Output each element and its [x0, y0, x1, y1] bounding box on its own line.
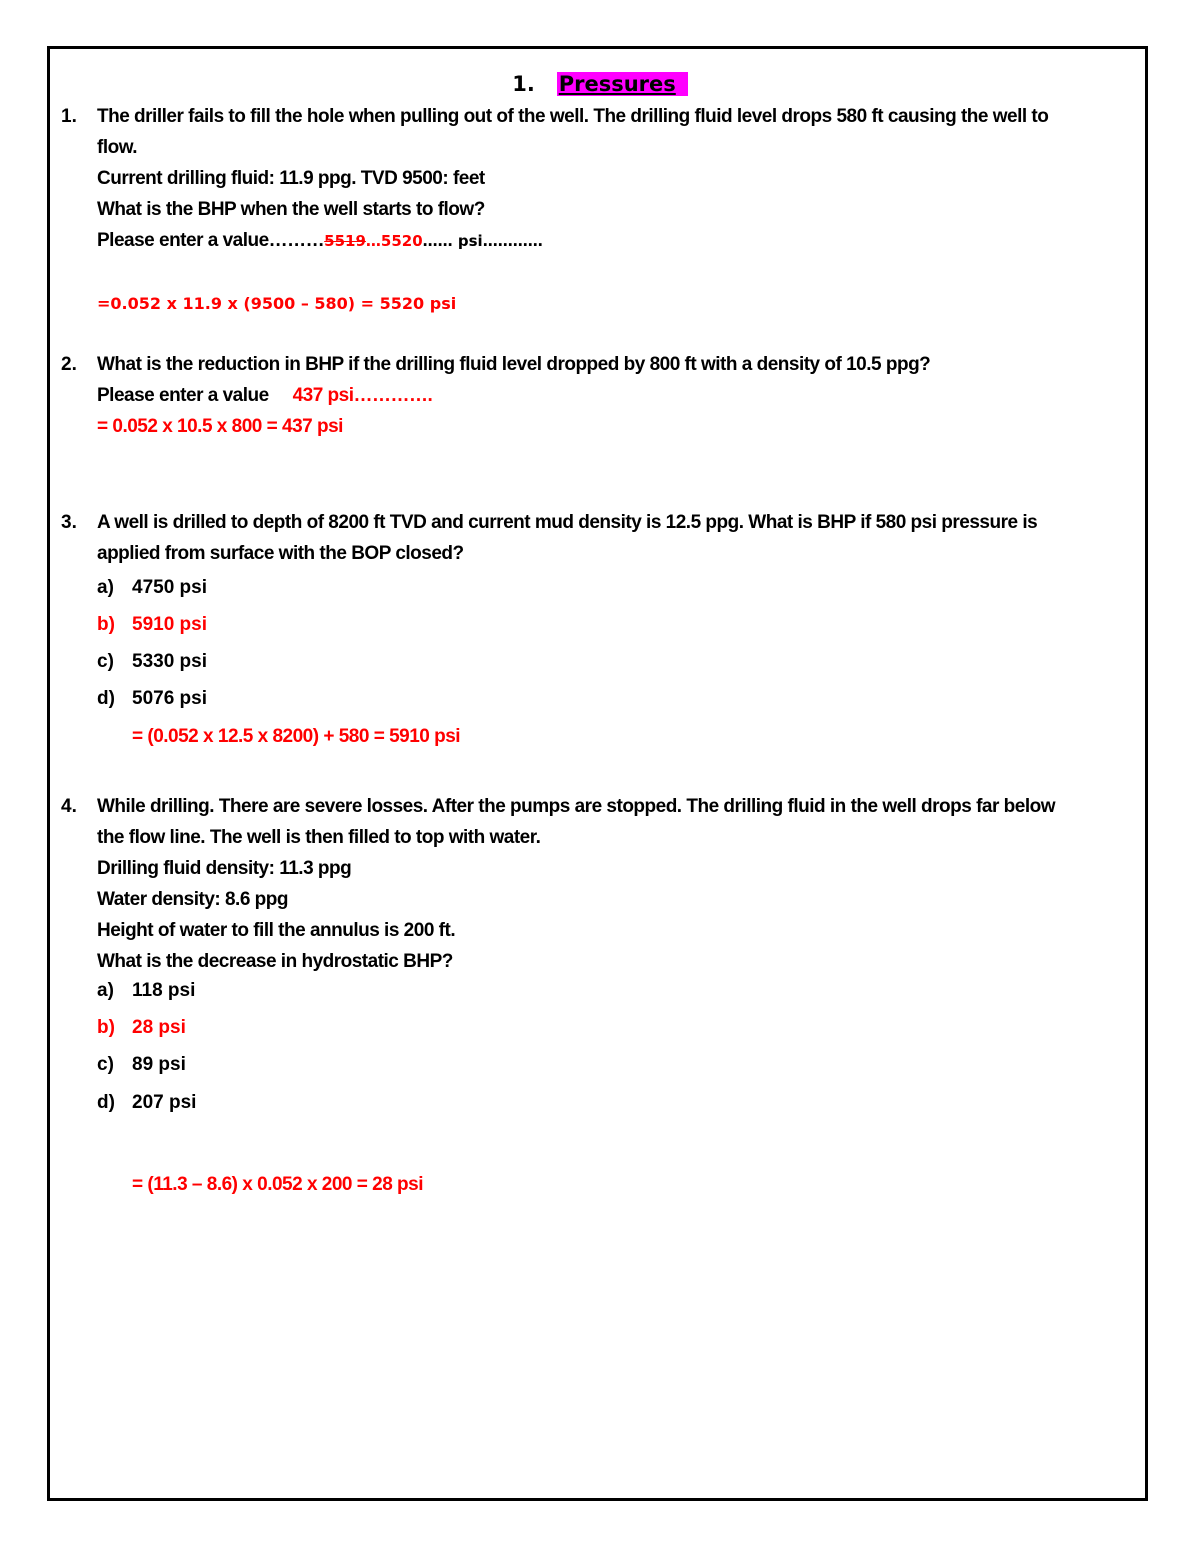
q3-number: 3. [61, 512, 77, 533]
q3-option-a: a) 4750 psi [97, 577, 207, 598]
q4-line2: the flow line. The well is then filled to top with water. [97, 827, 541, 848]
q1-line4: What is the BHP when the well starts to flow? [97, 199, 485, 220]
q4-option-b: b) 28 psi [97, 1017, 186, 1038]
q4-option-c: c) 89 psi [97, 1054, 186, 1075]
q2-answer-line [97, 385, 432, 407]
q1-answer-struck: 5519 [324, 232, 366, 250]
q1-line3: Current drilling fluid: 11.9 ppg. TVD 9500: feet [97, 168, 485, 189]
page-border [47, 46, 1148, 1501]
q1-prompt: Please enter a value……… [97, 230, 325, 251]
q4-number: 4. [61, 796, 77, 817]
q4-option-a: a) 118 psi [97, 980, 196, 1001]
q4-working: = (11.3 – 8.6) x 0.052 x 200 = 28 psi [132, 1174, 424, 1195]
q4-option-d: d) 207 psi [97, 1092, 197, 1113]
q2-answer: 437 psi…………. [292, 385, 433, 406]
q2-prompt: Please enter a value [97, 385, 269, 406]
heading-text: Pressures [557, 72, 688, 96]
q1-number: 1. [61, 106, 77, 127]
q1-line1: The driller fails to fill the hole when pulling out of the well. The drilling fluid level drops 580 ft causing the well to [97, 106, 1049, 127]
q2-working: = 0.052 x 10.5 x 800 = 437 psi [97, 416, 343, 437]
q4-line6: What is the decrease in hydrostatic BHP? [97, 951, 453, 972]
q2-number: 2. [61, 354, 77, 375]
heading-number: 1. [512, 72, 535, 96]
q3-line1: A well is drilled to depth of 8200 ft TVD and current mud density is 12.5 ppg. What is BHP if 580 psi pressure is [97, 512, 1038, 533]
q4-line3: Drilling fluid density: 11.3 ppg [97, 858, 352, 879]
q4-line5: Height of water to fill the annulus is 200 ft. [97, 920, 456, 941]
q1-line2: flow. [97, 137, 138, 158]
q3-line2: applied from surface with the BOP closed? [97, 543, 464, 564]
q3-working: = (0.052 x 12.5 x 8200) + 580 = 5910 psi [132, 726, 461, 747]
q1-working: =0.052 x 11.9 x (9500 – 580) = 5520 psi [97, 294, 457, 313]
q2-line1: What is the reduction in BHP if the drilling fluid level dropped by 800 ft with a density of 10.5 ppg? [97, 354, 931, 375]
section-heading [0, 72, 1200, 96]
q1-answer-line [97, 230, 543, 252]
q3-option-c: c) 5330 psi [97, 651, 207, 672]
q1-answer: 5520 [380, 232, 423, 250]
q3-option-b: b) 5910 psi [97, 614, 207, 635]
q1-suffix: …… psi………… [422, 232, 543, 250]
q3-option-d: d) 5076 psi [97, 688, 207, 709]
q1-answer-sep: … [365, 232, 381, 250]
q4-line1: While drilling. There are severe losses. After the pumps are stopped. The drilling fluid in the well drops far below [97, 796, 1055, 817]
q4-line4: Water density: 8.6 ppg [97, 889, 288, 910]
